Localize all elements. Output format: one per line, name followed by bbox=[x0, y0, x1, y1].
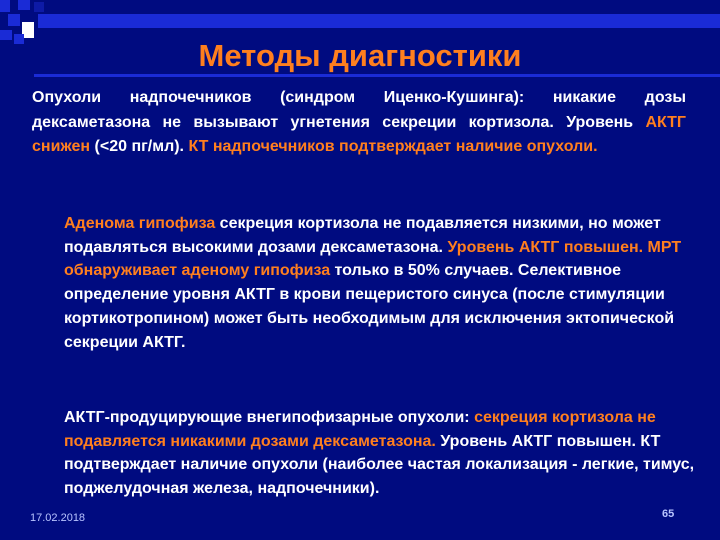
slide-date: 17.02.2018 bbox=[30, 512, 86, 524]
highlighted-text: Уровень АКТГ повышен. МРТ обнаруживает аденому гипофиза bbox=[64, 238, 682, 280]
title-underline bbox=[34, 74, 720, 77]
highlighted-text: Аденома гипофиза bbox=[64, 215, 216, 232]
body-text: (<20 пг/мл). bbox=[90, 138, 189, 155]
highlighted-text: КТ надпочечников подтверждает наличие опухоли. bbox=[188, 138, 598, 155]
body-text: только в 50% случаев. Селективное определение уровня АКТГ в крови пещеристого синуса (после стимуляции кортикотропином) может быть необходимым для исключения эктопической секреции АКТГ. bbox=[64, 262, 675, 351]
highlighted-text: АКТГ снижен bbox=[32, 113, 686, 155]
body-text: АКТГ-продуцирующие внегипофизарные опухоли: bbox=[64, 409, 475, 426]
body-text: Уровень АКТГ повышен. КТ подтверждает наличие опухоли (наиболее частая локализация - легкие, тимус, поджелудочная железа, надпочечники). bbox=[64, 432, 695, 498]
top-bar-decoration bbox=[38, 14, 720, 28]
corner-square-decoration bbox=[18, 0, 30, 10]
slide-title: Методы диагностики bbox=[198, 38, 522, 73]
body-text: Опухоли надпочечников (синдром Иценко-Кушинга): никакие дозы дексаметазона не вызывают угнетения секреции кортизола. Уровень bbox=[32, 89, 686, 131]
highlighted-text: секреция кортизола не подавляется никакими дозами дексаметазона. bbox=[64, 409, 656, 450]
paragraph-adrenal-tumors bbox=[32, 86, 686, 160]
corner-square-decoration bbox=[34, 2, 44, 12]
corner-square-decoration bbox=[0, 0, 10, 12]
corner-square-decoration bbox=[14, 34, 24, 44]
paragraph-pituitary-adenoma bbox=[64, 212, 704, 354]
corner-square-decoration bbox=[0, 30, 12, 40]
body-text: секреция кортизола не подавляется низкими, но может подавляться высокими дозами дексаметазона. bbox=[64, 215, 661, 256]
paragraph-ectopic-tumors bbox=[64, 406, 704, 501]
corner-square-decoration bbox=[8, 14, 20, 26]
page-number: 65 bbox=[662, 508, 675, 520]
